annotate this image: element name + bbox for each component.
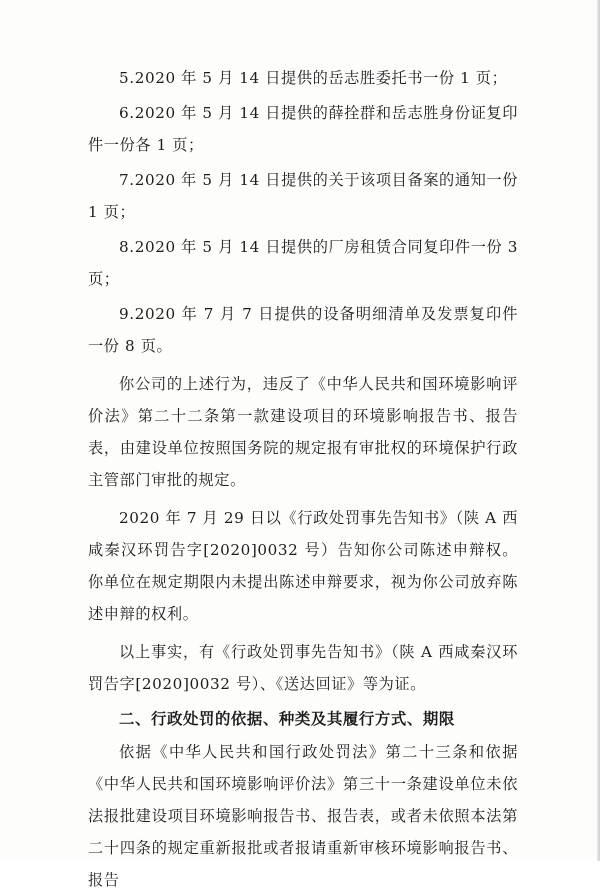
evidence-item-7: 7.2020 年 5 月 14 日提供的关于该项目备案的通知一份 1 页；: [88, 171, 518, 221]
legal-basis-paragraph: 依据《中华人民共和国行政处罚法》第二十三条和依据《中华人民共和国环境影响评价法》第三十一条建设单位未依法报批建设项目环境影响报告书、报告表，或者未依照本法第二十四条的规定重新报批或者报请重新审核环境影响报告书、报告: [88, 743, 518, 889]
evidence-item-9: 9.2020 年 7 月 7 日提供的设备明细清单及发票复印件一份 8 页。: [88, 305, 518, 355]
violation-paragraph: 你公司的上述行为，违反了《中华人民共和国环境影响评价法》第二十二条第一款建设项目的环境影响报告书、报告表，由建设单位按照国务院的规定报有审批权的环境保护行政主管部门审批的规定。: [88, 375, 518, 489]
evidence-item-6: 6.2020 年 5 月 14 日提供的薛拴群和岳志胜身份证复印件一份各 1 页；: [88, 104, 518, 154]
document-body: [88, 62, 518, 896]
section-heading-2: 二、行政处罚的依据、种类及其履行方式、期限: [119, 710, 455, 728]
evidence-item-8: 8.2020 年 5 月 14 日提供的厂房租赁合同复印件一份 3 页；: [88, 238, 518, 288]
evidence-item-5: 5.2020 年 5 月 14 日提供的岳志胜委托书一份 1 页；: [119, 69, 508, 87]
notice-paragraph: 2020 年 7 月 29 日以《行政处罚事先告知书》（陕 A 西咸秦汉环罚告字[2020]0032 号）告知你公司陈述申辩权。你单位在规定期限内未提出陈述申辩要求，视为你公司放弃陈述申辩的权利。: [88, 509, 518, 623]
evidence-summary-paragraph: 以上事实，有《行政处罚事先告知书》（陕 A 西咸秦汉环罚告字[2020]0032 号）、《送达回证》等为证。: [88, 643, 518, 693]
